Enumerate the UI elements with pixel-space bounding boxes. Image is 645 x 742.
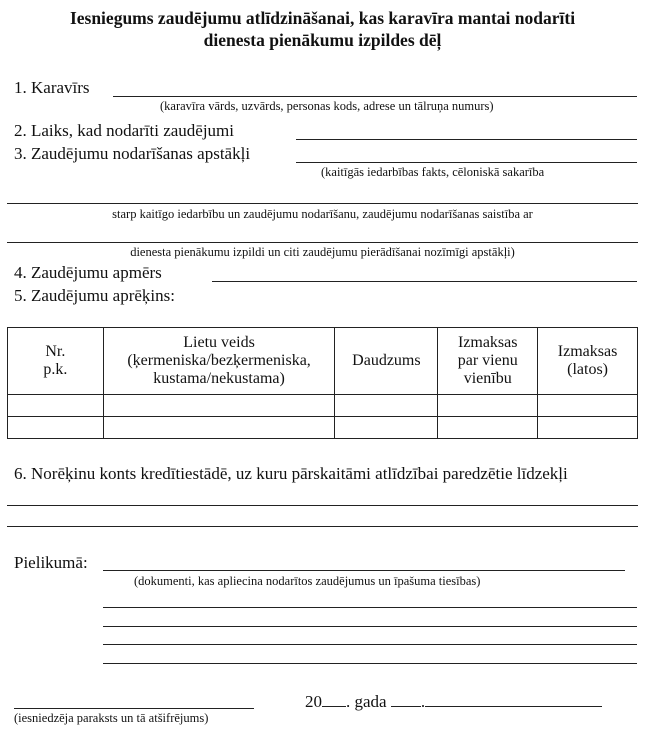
table-cell[interactable]	[103, 395, 335, 417]
year-blank[interactable]	[322, 690, 346, 707]
attachments-line-3[interactable]	[103, 626, 637, 627]
circumstances-hint-2: starp kaitīgo iedarbību un zaudējumu nodarīšanu, zaudējumu nodarīšanas saistība ar	[112, 207, 533, 221]
table-header-row	[8, 328, 638, 395]
calculation-label: 5. Zaudējumu aprēķins:	[14, 286, 175, 305]
amount-line	[212, 281, 637, 282]
table-cell[interactable]	[538, 395, 638, 417]
table-cell[interactable]	[335, 395, 438, 417]
date-dot: .	[420, 692, 426, 711]
circumstances-line-3[interactable]	[7, 242, 638, 243]
time-label: 2. Laiks, kad nodarīti zaudējumi	[14, 121, 234, 140]
col-header-total-cost: Izmaksas (latos)	[538, 328, 638, 395]
col-header-item-type: Lietu veids (ķermeniska/bezķermeniska, kustama/nekustama)	[103, 328, 335, 395]
time-line	[296, 139, 637, 140]
year-suffix: . gada	[346, 692, 387, 711]
account-line-2[interactable]	[7, 526, 638, 527]
soldier-hint: (karavīra vārds, uzvārds, personas kods, adrese un tālruņa numurs)	[160, 99, 494, 113]
circumstances-line-1	[296, 162, 637, 163]
table-cell[interactable]	[438, 417, 538, 439]
circumstances-hint-1: (kaitīgās iedarbības fakts, cēloniskā sakarība	[321, 165, 545, 179]
day-blank[interactable]	[391, 690, 421, 707]
table-cell[interactable]	[538, 417, 638, 439]
calculation-table	[7, 327, 638, 439]
attachments-line-4[interactable]	[103, 644, 637, 645]
attachments-hint: (dokumenti, kas apliecina nodarītos zaudējumus un īpašuma tiesības)	[134, 574, 481, 588]
amount-label: 4. Zaudējumu apmērs	[14, 263, 162, 282]
attachments-line-1[interactable]	[103, 570, 625, 571]
time-input[interactable]	[296, 121, 637, 139]
col-header-quantity: Daudzums	[335, 328, 438, 395]
month-blank[interactable]	[425, 690, 602, 707]
soldier-line	[113, 96, 637, 97]
col-header-number: Nr. p.k.	[8, 328, 104, 395]
table-cell[interactable]	[8, 395, 104, 417]
table-row	[8, 395, 638, 417]
year-prefix: 20	[305, 692, 322, 711]
circumstances-input[interactable]	[296, 144, 637, 162]
circumstances-hint-3: dienesta pienākumu izpildi un citi zaudējumu pierādīšanai nozīmīgi apstākļi)	[130, 245, 515, 259]
amount-input[interactable]	[212, 263, 637, 281]
table-cell[interactable]	[103, 417, 335, 439]
title-line-2: dienesta pienākumu izpildes dēļ	[203, 30, 442, 50]
circumstances-line-2[interactable]	[7, 203, 638, 204]
soldier-label: 1. Karavīrs	[14, 78, 90, 97]
attachments-line-2[interactable]	[103, 607, 637, 608]
date-field	[305, 690, 602, 712]
table-cell[interactable]	[438, 395, 538, 417]
title-line-1: Iesniegums zaudējumu atlīdzināšanai, kas karavīra mantai nodarīti	[69, 8, 576, 28]
table-row	[8, 417, 638, 439]
circumstances-label: 3. Zaudējumu nodarīšanas apstākļi	[14, 144, 251, 163]
attachments-line-5[interactable]	[103, 663, 637, 664]
signature-line[interactable]	[14, 708, 254, 709]
account-line-1[interactable]	[7, 505, 638, 506]
document-title	[0, 7, 645, 51]
soldier-input[interactable]	[113, 78, 637, 96]
account-label: 6. Norēķinu konts kredītiestādē, uz kuru pārskaitāmi atlīdzībai paredzētie līdzekļi	[14, 464, 568, 483]
col-header-unit-cost: Izmaksas par vienu vienību	[438, 328, 538, 395]
attachments-label: Pielikumā:	[14, 553, 88, 572]
signature-hint: (iesniedzēja paraksts un tā atšifrējums)	[14, 711, 209, 725]
table-cell[interactable]	[335, 417, 438, 439]
table-cell[interactable]	[8, 417, 104, 439]
